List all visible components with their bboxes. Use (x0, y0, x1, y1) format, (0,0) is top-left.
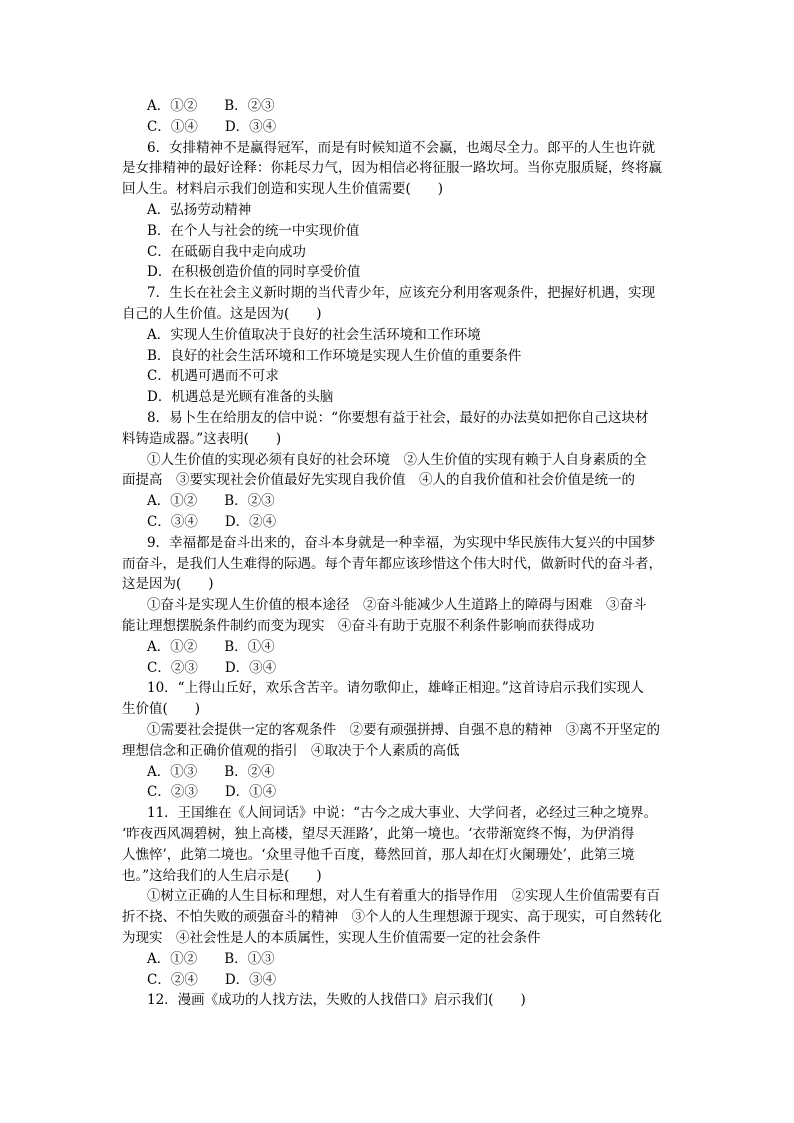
text-line: ①奋斗是实现人生价值的根本途径 ②奋斗能减少人生道路上的障碍与困难 ③奋斗 (147, 597, 647, 614)
text-line: 8．易卜生在给朋友的信中说：“你要想有益于社会，最好的办法莫如把你自己这块材 (147, 410, 649, 426)
text-line: ‘昨夜西风凋碧树，独上高楼，望尽天涯路’，此第一境也。‘衣带渐宽终不悔，为伊消得 (122, 826, 635, 842)
answer-option-line: C．①④ D．③④ (147, 118, 277, 135)
answer-option-line: B．在个人与社会的统一中实现价值 (147, 222, 360, 239)
text-line: 为现实 ④社会性是人的本质属性，实现人生价值需要一定的社会条件 (122, 930, 541, 946)
answer-option-line: C．③④ D．②④ (147, 514, 277, 530)
text-line: 11．王国维在《人间词话》中说：“古今之成大事业、大学问者，必经过三种之境界。 (147, 805, 658, 822)
text-line: 10．“上得山丘好，欢乐含苦辛。请勿歌仰止，雄峰正相迎。”这首诗启示我们实现人 (147, 680, 644, 697)
text-line: ①树立正确的人生目标和理想，对人生有着重大的指导作用 ②实现人生价值需要有百 (147, 888, 660, 905)
text-line: 这是因为( ) (122, 576, 214, 593)
text-line: 自己的人生价值。这是因为( ) (122, 306, 322, 322)
answer-option-line: A．①② B．②③ (147, 493, 275, 510)
text-line: 而奋斗，是我们人生难得的际遇。每个青年都应该珍惜这个伟大时代，做新时代的奋斗者， (122, 555, 662, 572)
answer-option-line: A．①③ B．②④ (147, 763, 275, 780)
text-line: 6．女排精神不是赢得冠军，而是有时候知道不会赢，也竭尽全力。郎平的人生也许就 (147, 139, 656, 156)
answer-option-line: C．②③ D．①④ (147, 784, 277, 801)
answer-option-line: C．②④ D．③④ (147, 971, 277, 988)
text-line: 是女排精神的最好诠释：你耗尽力气，因为相信必将征服一路坎坷。当你克服质疑，终将赢 (122, 160, 662, 177)
answer-option-line: A．弘扬劳动精神 (147, 202, 252, 218)
text-line: 生价值( ) (122, 701, 201, 718)
answer-option-line: A．①② B．②③ (147, 98, 275, 114)
text-line: 料铸造成器。”这表明( ) (122, 430, 282, 447)
answer-option-line: D．在积极创造价值的同时享受价值 (147, 264, 361, 281)
text-line: 理想信念和正确价值观的指引 ④取决于个人素质的高低 (122, 742, 460, 759)
text-line: 7．生长在社会主义新时期的当代青少年，应该充分利用客观条件，把握好机遇，实现 (147, 285, 656, 302)
text-line: 折不挠、不怕失败的顽强奋斗的精神 ③个人的人生理想源于现实、高于现实，可自然转化 (122, 909, 662, 926)
text-line: 面提高 ③要实现社会价值最好先实现自我价值 ④人的自我价值和社会价值是统一的 (122, 472, 635, 489)
text-line: ①需要社会提供一定的客观条件 ②要有顽强拼搏、自强不息的精神 ③离不开坚定的 (147, 722, 660, 738)
answer-option-line: C．机遇可遇而不可求 (147, 368, 279, 385)
text-line: 9．幸福都是奋斗出来的，奋斗本身就是一种幸福，为实现中华民族伟大复兴的中国梦 (147, 534, 656, 551)
answer-option-line: A．①② B．①④ (147, 638, 275, 655)
text-line: 也。”这给我们的人生启示是( ) (122, 867, 322, 884)
text-line: ①人生价值的实现必须有良好的社会环境 ②人生价值的实现有赖于人自身素质的全 (147, 451, 647, 468)
text-line: 回人生。材料启示我们创造和实现人生价值需要( ) (122, 181, 444, 198)
text-line: 人憔悴’，此第二境也。‘众里寻他千百度，蓦然回首，那人却在灯火阑珊处’，此第三境 (122, 846, 635, 863)
answer-option-line: A．实现人生价值取决于良好的社会生活环境和工作环境 (147, 326, 481, 343)
answer-option-line: C．在砥砺自我中走向成功 (147, 243, 306, 260)
answer-option-line: D．机遇总是光顾有准备的头脑 (147, 389, 334, 406)
answer-option-line: A．①② B．①③ (147, 950, 275, 967)
answer-option-line: C．②③ D．③④ (147, 659, 277, 676)
text-line: 能让理想摆脱条件制约而变为现实 ④奋斗有助于克服不利条件影响而获得成功 (122, 618, 595, 634)
text-line: 12．漫画《成功的人找方法，失败的人找借口》启示我们( ) (147, 992, 526, 1009)
answer-option-line: B．良好的社会生活环境和工作环境是实现人生价值的重要条件 (147, 347, 522, 364)
